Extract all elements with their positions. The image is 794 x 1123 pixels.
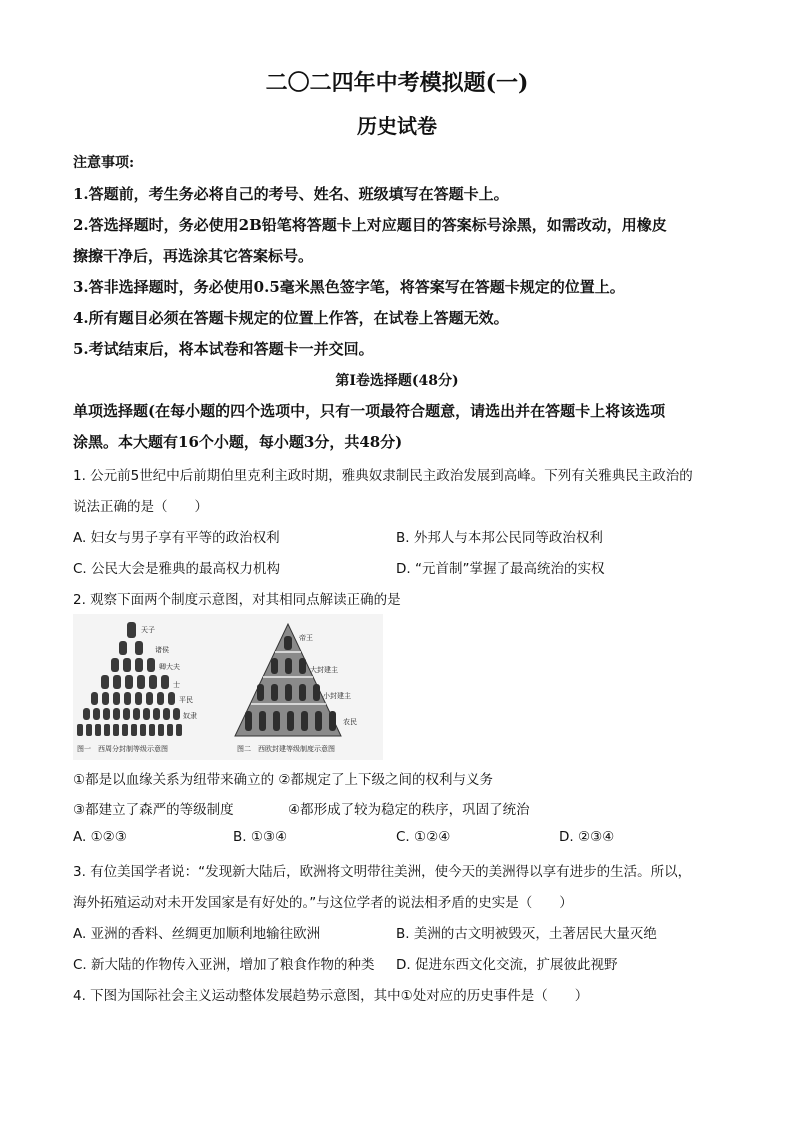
fig2-label-3: 农民: [343, 718, 357, 726]
q2-figures-svg: [73, 614, 383, 760]
fig1-label-3: 士: [173, 681, 180, 689]
q2-option-d: D. ②③④: [559, 829, 615, 845]
q3-option-b: B. 美洲的古文明被毁灭，土著居民大量灭绝: [396, 926, 657, 942]
q1-option-a: A. 妇女与男子享有平等的政治权利: [73, 530, 280, 546]
section-instructions-1: 单项选择题(在每小题的四个选项中，只有一项最符合题意，请选出并在答题卡上将该选项: [73, 402, 666, 420]
fig2-label-1: 大封建主: [310, 666, 338, 674]
q1-option-b: B. 外邦人与本邦公民同等政治权利: [396, 530, 603, 546]
notice-item-2-cont: 擦擦干净后，再选涂其它答案标号。: [73, 247, 314, 265]
q2-statement-2: ③都建立了森严的等级制度: [73, 802, 234, 818]
notice-item-4: 4.所有题目必须在答题卡规定的位置上作答，在试卷上答题无效。: [73, 309, 509, 327]
exam-subtitle: 历史试卷: [357, 114, 437, 138]
q3-option-d: D. 促进东西文化交流，扩展彼此视野: [396, 957, 618, 973]
notice-item-5: 5.考试结束后，将本试卷和答题卡一并交回。: [73, 340, 374, 358]
q1-stem-1: 1. 公元前5世纪中后前期伯里克利主政时期，雅典奴隶制民主政治发展到高峰。下列有关雅典民主政治的: [73, 468, 693, 484]
exam-title: 二〇二四年中考模拟题(一): [265, 70, 529, 96]
q2-option-c: C. ①②④: [396, 829, 451, 845]
fig1-caption: 图一 西周分封制等级示意图: [77, 745, 168, 753]
fig1-label-1: 诸侯: [155, 646, 169, 654]
notice-heading: 注意事项:: [73, 155, 135, 171]
section-instructions-2: 涂黑。本大题有16个小题，每小题3分，共48分): [73, 433, 403, 451]
q3-option-a: A. 亚洲的香料、丝绸更加顺利地输往欧洲: [73, 926, 321, 942]
fig1-label-0: 天子: [141, 626, 155, 634]
section-title: 第Ⅰ卷选择题(48分): [335, 373, 459, 389]
q2-statement-1: ①都是以血缘关系为纽带来确立的 ②都规定了上下级之间的权利与义务: [73, 772, 493, 788]
fig1-label-5: 奴隶: [183, 712, 197, 720]
fig1-label-2: 卿大夫: [159, 663, 180, 671]
q3-stem-2: 海外拓殖运动对未开发国家是有好处的。”与这位学者的说法相矛盾的史实是（ ）: [73, 895, 573, 911]
q2-statement-3: ④都形成了较为稳定的秩序，巩固了统治: [288, 802, 530, 818]
notice-item-2: 2.答选择题时，务必使用2B铅笔将答题卡上对应题目的答案标号涂黑，如需改动，用橡皮: [73, 216, 667, 234]
notice-item-3: 3.答非选择题时，务必使用0.5毫米黑色签字笔，将答案写在答题卡规定的位置上。: [73, 278, 625, 296]
q3-stem-1: 3. 有位美国学者说：“发现新大陆后，欧洲将文明带往美洲，使今天的美洲得以享有进步的生活。所以，: [73, 864, 692, 880]
fig1-label-4: 平民: [179, 696, 193, 704]
q1-stem-2: 说法正确的是（ ）: [73, 499, 208, 515]
q2-figures: [73, 614, 383, 760]
q2-option-a: A. ①②③: [73, 829, 127, 845]
q2-stem: 2. 观察下面两个制度示意图，对其相同点解读正确的是: [73, 592, 401, 608]
q1-option-d: D. “元首制”掌握了最高统治的实权: [396, 561, 605, 577]
notice-item-1: 1.答题前，考生务必将自己的考号、姓名、班级填写在答题卡上。: [73, 185, 509, 203]
q4-stem: 4. 下图为国际社会主义运动整体发展趋势示意图，其中①处对应的历史事件是（ ）: [73, 988, 589, 1004]
fig2-caption: 图二 西欧封建等级制度示意图: [237, 745, 335, 753]
q2-option-b: B. ①③④: [233, 829, 288, 845]
fig2-label-0: 帝王: [299, 634, 313, 642]
q3-option-c: C. 新大陆的作物传入亚洲，增加了粮食作物的种类: [73, 957, 375, 973]
fig2-label-2: 小封建主: [323, 692, 351, 700]
q1-option-c: C. 公民大会是雅典的最高权力机构: [73, 561, 281, 577]
